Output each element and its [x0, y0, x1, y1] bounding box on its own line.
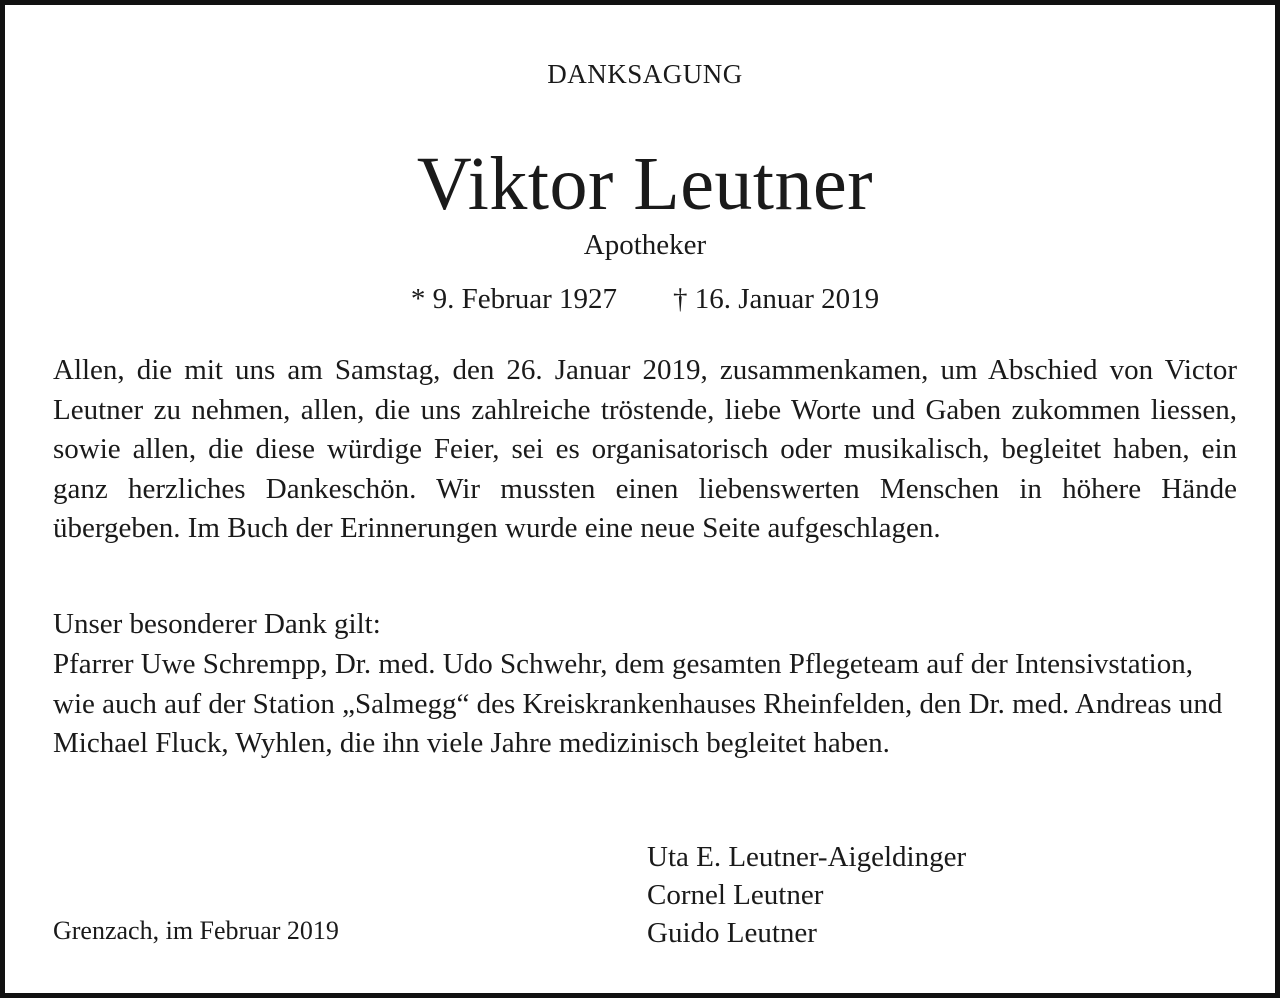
thank-you-paragraph: Allen, die mit uns am Samstag, den 26. Januar 2019, zusammenkamen, um Abschied von Victor Leutner zu nehmen, allen, die uns zahlreiche tröstende, liebe Worte und Gaben zukommen liessen, sowie allen, die diese würdige Feier, sei es organisatorisch oder musikalisch, begleitet haben, ein ganz herzliches Dankeschön. Wir mussten einen liebenswerten Menschen in höhere Hände übergeben. Im Buch der Erinnerungen wurde eine neue Seite aufgeschlagen.	[53, 354, 1237, 545]
special-thanks-intro: Unser besonderer Dank gilt:	[53, 608, 381, 640]
death-date: † 16. Januar 2019	[673, 283, 880, 315]
deceased-name: Viktor Leutner	[416, 142, 874, 226]
signatory: Guido Leutner	[647, 917, 817, 949]
deceased-profession: Apotheker	[583, 229, 707, 261]
notice-heading: DANKSAGUNG	[547, 59, 743, 89]
signatory: Uta E. Leutner-Aigeldinger	[647, 841, 967, 873]
life-dates	[5, 281, 1280, 317]
place-and-date: Grenzach, im Februar 2019	[53, 916, 339, 945]
special-thanks-list: Pfarrer Uwe Schrempp, Dr. med. Udo Schwehr, dem gesamten Pflegeteam auf der Intensivstation, wie auch auf der Station „Salmegg“ des Kreiskrankenhauses Rheinfelden, den Dr. med. Andreas und Michael Fluck, Wyhlen, die ihn viele Jahre medizinisch begleitet haben.	[53, 648, 1223, 760]
signatory: Cornel Leutner	[647, 879, 824, 911]
birth-date: * 9. Februar 1927	[410, 283, 617, 315]
signatories	[647, 838, 966, 952]
